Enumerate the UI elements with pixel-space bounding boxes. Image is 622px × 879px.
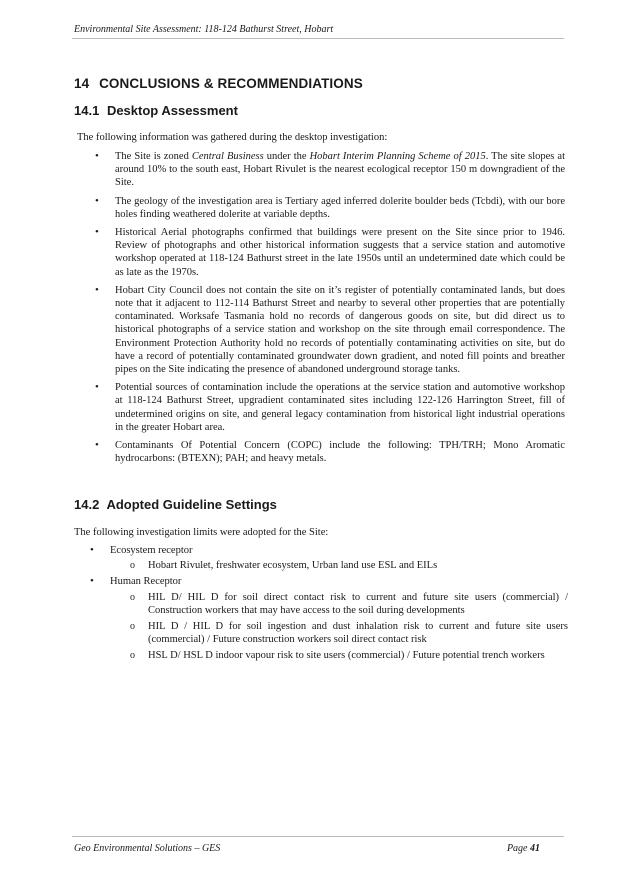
header-rule (72, 38, 564, 39)
list-item: • Hobart City Council does not contain the site on it’s register of potentially contaminated lands, but does note that it adjacent to 112-114 Bathurst Street and nearby to several other properties that are potentially contaminated. Worksafe Tasmania hold no records of dangerous goods on site, but did direct us to historical photographs of a service station and workshop on the site through email correspondence. The Environment Protection Authority hold no records of potentially contaminating activities on site, but do have a record of potentially contaminated groundwater down gradient, and noted fill points and breather pipes on the Site indicating the presence of abandoned underground storage tanks. (95, 284, 565, 376)
desktop-findings-list (95, 150, 565, 470)
desktop-intro: The following information was gathered during the desktop investigation: (77, 132, 388, 143)
list-item: • Potential sources of contamination include the operations at the service station and automotive workshop at 118-124 Bathurst Street, upgradient contaminated sites including 122-126 Harrington Street, fill of undetermined origins on site, and general legacy contamination from historical light industrial operations in the greater Hobart area. (95, 381, 565, 434)
zoning-text-1: The Site is zoned (115, 151, 192, 162)
list-item (95, 150, 565, 190)
list-item: • Contaminants Of Potential Concern (COPC) include the following: TPH/TRH; Mono Aromatic hydrocarbons: (BTEXN); PAH; and heavy metals. (95, 439, 565, 465)
sub-list (110, 591, 568, 663)
list-item (90, 575, 568, 662)
ecosystem-receptor-label: Ecosystem receptor (110, 545, 193, 556)
page-number-value: 41 (530, 843, 540, 854)
section-number: 14 (74, 76, 90, 91)
page-number (507, 843, 540, 854)
section-heading (74, 76, 363, 91)
sub-list-item: o HSL D/ HSL D indoor vapour risk to site users (commercial) / Future potential trench workers (110, 649, 568, 662)
subsection-number: 14.1 (74, 103, 100, 118)
running-header: Environmental Site Assessment: 118-124 Bathurst Street, Hobart (74, 24, 334, 35)
human-receptor-label: Human Receptor (110, 576, 182, 588)
sub-list-item: o Hobart Rivulet, freshwater ecosystem, Urban land use ESL and EILs (110, 559, 568, 572)
sub-list-item: o HIL D / HIL D for soil ingestion and dust inhalation risk to current and future site users (commercial) / Future construction workers soil direct contact risk (110, 620, 568, 646)
subsection-heading-guideline (74, 497, 277, 512)
list-item (90, 544, 568, 572)
section-title: CONCLUSIONS & RECOMMENDIATIONS (99, 76, 363, 91)
subsection-heading-desktop (74, 103, 238, 118)
guideline-list (90, 544, 568, 666)
subsection-number: 14.2 (74, 497, 100, 512)
subsection-title: Desktop Assessment (106, 103, 238, 118)
subsection-title: Adopted Guideline Settings (106, 497, 277, 512)
footer-rule (72, 836, 564, 837)
scheme-name: Hobart Interim Planning Scheme of 2015 (309, 151, 486, 162)
footer-company: Geo Environmental Solutions – GES (74, 843, 221, 854)
guideline-intro: The following investigation limits were adopted for the Site: (74, 527, 329, 538)
list-item: • Historical Aerial photographs confirmed that buildings were present on the Site since prior to 1946. Review of photographs and other historical information suggests that a service station and automotive workshop operated at 118-124 Bathurst street in the late 1950s until an undetermined date which could be as late as the 1970s. (95, 226, 565, 279)
list-item: • The geology of the investigation area is Tertiary aged inferred dolerite boulder beds (Tcbdi), with our bore holes finding weathered dolerite at variable depths. (95, 195, 565, 221)
page-label: Page (506, 843, 528, 854)
zoning-text-3: . The site slopes at around 10% to the south east, Hobart Rivulet is the nearest ecological receptor 150 m downgradient of the Site. (115, 151, 565, 189)
zone-name: Central Business (191, 151, 264, 162)
sub-list-item: o HIL D/ HIL D for soil direct contact risk to current and future site users (commercial) / Construction workers that may have access to the soil during developments (110, 591, 568, 617)
sub-list (110, 559, 568, 572)
zoning-text-2: under the (263, 151, 310, 162)
